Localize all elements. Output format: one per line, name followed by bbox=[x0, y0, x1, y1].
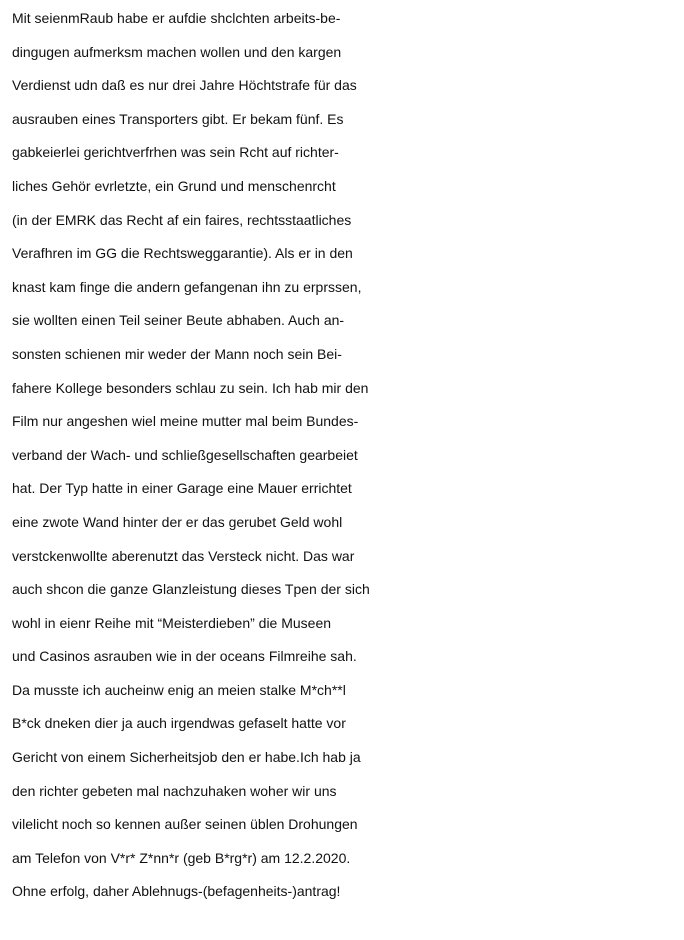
body-text bbox=[12, 2, 680, 909]
text-line-5: gabkeierlei gerichtverfrhen was sein Rcht auf richter- bbox=[12, 144, 339, 161]
text-line-12: fahere Kollege besonders schlau zu sein. Ich hab mir den bbox=[12, 379, 369, 396]
text-line-4: ausrauben eines Transporters gibt. Er bekam fünf. Es bbox=[12, 110, 344, 127]
text-line-7: (in der EMRK das Recht af ein faires, rechtsstaatliches bbox=[12, 211, 352, 228]
text-line-26: am Telefon von V*r* Z*nn*r (geb B*rg*r) am 12.2.2020. bbox=[12, 849, 351, 866]
text-line-25: vilelicht noch so kennen außer seinen üblen Drohungen bbox=[12, 816, 358, 833]
text-line-24: den richter gebeten mal nachzuhaken woher wir uns bbox=[12, 782, 337, 799]
text-line-9: knast kam finge die andern gefangenan ihn zu erprssen, bbox=[12, 278, 362, 295]
text-line-22: B*ck dneken dier ja auch irgendwas gefaselt hatte vor bbox=[12, 715, 346, 732]
text-line-8: Verafhren im GG die Rechtsweggarantie). Als er in den bbox=[12, 245, 353, 262]
text-line-6: liches Gehör evrletzte, ein Grund und menschenrcht bbox=[12, 177, 336, 194]
text-line-19: wohl in eienr Reihe mit “Meisterdieben” die Museen bbox=[12, 614, 332, 631]
text-line-21: Da musste ich aucheinw enig an meien stalke M*ch**l bbox=[12, 681, 346, 698]
text-line-16: eine zwote Wand hinter der er das gerubet Geld wohl bbox=[12, 513, 343, 530]
text-line-2: dingugen aufmerksm machen wollen und den kargen bbox=[12, 43, 342, 60]
text-line-13: Film nur angeshen wiel meine mutter mal beim Bundes- bbox=[12, 413, 359, 430]
text-line-17: verstckenwollte aberenutzt das Versteck nicht. Das war bbox=[12, 547, 355, 564]
text-line-23: Gericht von einem Sicherheitsjob den er habe.Ich hab ja bbox=[12, 749, 361, 766]
text-line-3: Verdienst udn daß es nur drei Jahre Höchtstrafe für das bbox=[12, 77, 357, 94]
text-line-27: Ohne erfolg, daher Ablehnugs-(befagenheits-)antrag! bbox=[12, 883, 341, 900]
text-line-10: sie wollten einen Teil seiner Beute abhaben. Auch an- bbox=[12, 312, 345, 329]
text-line-20: und Casinos asrauben wie in der oceans Filmreihe sah. bbox=[12, 648, 357, 665]
text-line-1: Mit seienmRaub habe er aufdie shclchten arbeits-be- bbox=[12, 10, 341, 26]
text-line-18: auch shcon die ganze Glanzleistung dieses Tpen der sich bbox=[12, 581, 370, 598]
text-line-11: sonsten schienen mir weder der Mann noch sein Bei- bbox=[12, 345, 342, 362]
text-line-14: verband der Wach- und schließgesellschaften gearbeiet bbox=[12, 446, 358, 463]
text-line-15: hat. Der Typ hatte in einer Garage eine Mauer errichtet bbox=[12, 480, 352, 497]
